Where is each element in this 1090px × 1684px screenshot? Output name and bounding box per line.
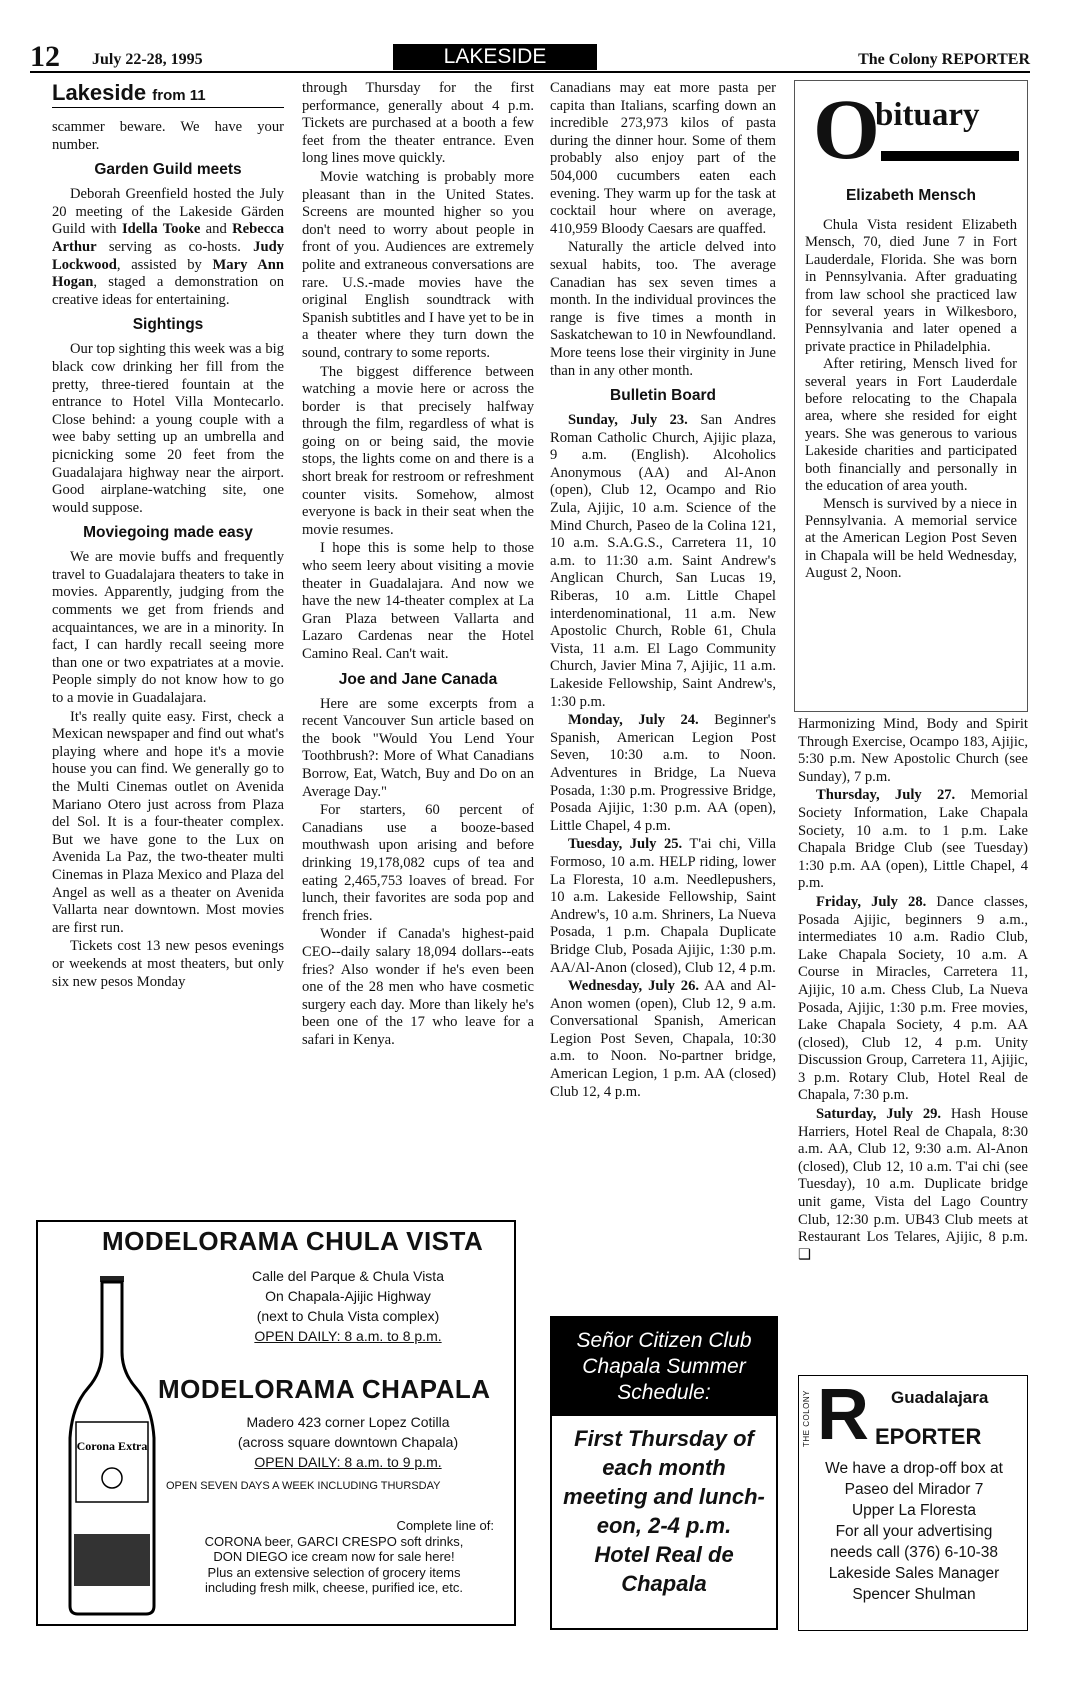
obituary-bar bbox=[881, 151, 1019, 161]
ad-body-line-5: including fresh milk, cheese, purified ice, etc. bbox=[205, 1580, 463, 1595]
ad-body-line-2: CORONA beer, GARCI CRESPO soft drinks, bbox=[204, 1533, 464, 1549]
obituary-text-2: After retiring, Mensch lived for several years in Fort Lauderdale before relocating to the Chapala area, where she resided for eight years. She was generous to various Lakeside charities and participated both financially and personally in the education of area youth. bbox=[805, 356, 1017, 495]
ad-title-chapala: MODELORAMA CHAPALA bbox=[158, 1374, 491, 1404]
ad-title-chula-vista: MODELORAMA CHULA VISTA bbox=[102, 1226, 484, 1256]
reporter-ad-text bbox=[805, 1458, 1023, 1605]
ad-cv-line-3: (next to Chula Vista complex) bbox=[256, 1308, 440, 1324]
bulletin-sunday: Sunday, July 23. San Andres Roman Catholic Church, Ajijic plaza, 9 a.m. (English). Alcoholics Anonymous (AA) and Al-Anon (open), Club 12, Ocampo and Rio Zula, Ajijic, 10 a.m. Science of the Mind Church, Paseo de la Colina 121, 10 a.m. S.A.G.S., Carretera 11, 10 a.m. to 11:30 a.m. Saint Andrew's Anglican Church, San Lucas 19, Riberas, 10 a.m. Little Chapel interdenominational, 11 a.m. New Apostolic Church, Roble 61, Chula Vista, 11 a.m. El Lago Community Church, Javier Mina 7, Ajijic, 11 a.m. Lakeside Fellowship, Saint Andrew's, 1:30 p.m. bbox=[550, 412, 776, 710]
movies-text-1: We are movie buffs and frequently travel to Guadalajara theaters to take in movies. Apparently, judging from the comments we get from friends and acquaintances, we are in a minority. In fact, I can hardly recall seeing more than one or two expatriates at a movie. People simply do not know how to go to a movie in Guadalajara. bbox=[52, 549, 284, 707]
reporter-ad bbox=[798, 1375, 1028, 1631]
ad-ch-hours: OPEN DAILY: 8 a.m. to 9 p.m. bbox=[254, 1454, 442, 1470]
masthead-rule bbox=[30, 71, 1030, 73]
ad-body bbox=[164, 1518, 504, 1596]
end-mark: ❑ bbox=[798, 1246, 812, 1263]
intro-text: scammer beware. We have your number. bbox=[52, 119, 284, 153]
ad-body-line-1: Complete line of: bbox=[396, 1518, 494, 1533]
heading-garden-guild: Garden Guild meets bbox=[94, 161, 242, 179]
reporter-line-5: needs call (376) 6-10-38 bbox=[829, 1544, 999, 1561]
senior-line-3: meeting and lunch- bbox=[563, 1484, 765, 1509]
reporter-line-7: Spencer Shulman bbox=[852, 1586, 976, 1603]
senior-title-line-2: Chapala Summer bbox=[582, 1355, 746, 1378]
ad-cv-hours: OPEN DAILY: 8 a.m. to 8 p.m. bbox=[254, 1328, 442, 1344]
reporter-line-2: Paseo del Mirador 7 bbox=[844, 1481, 984, 1498]
ad-ch-line-1: Madero 423 corner Lopez Cotilla bbox=[246, 1414, 450, 1430]
bulletin-wednesday: Wednesday, July 26. AA and Al-Anon women (open), Club 12, 9 a.m. Conversational Spanish, American Legion Post Seven, Chapala, 10:30 a.m. to Noon. No-partner bridge, American Legion, 1 p.m. AA (closed) Club 12, 4 p.m. bbox=[550, 978, 777, 1100]
publication-name: The Colony REPORTER bbox=[858, 51, 1030, 68]
column-lakeside bbox=[52, 80, 284, 992]
senior-line-6: Chapala bbox=[621, 1571, 707, 1596]
kicker-heading: Lakeside from 11 bbox=[52, 80, 284, 108]
bulletin-monday: Monday, July 24. Beginner's Spanish, American Legion Post Seven, 10:30 a.m. to Noon. Adventures in Bridge, La Nueva Posada, 1:30 p.m. Progressive Bridge, Posada Ajijic, 1:30 p.m. AA (open), Little Chapel, 4 p.m. bbox=[550, 712, 777, 834]
page-number: 12 bbox=[30, 40, 60, 73]
senior-line-1: First Thursday of bbox=[574, 1426, 754, 1451]
canada-text-5: Naturally the article delved into sexual habits, too. The average Canadian has sex seven times a month. In the individual provinces the range is five times a month in Saskatchewan to 10 in Newfoundland. More teens lose their virginity in June than in any other month. bbox=[550, 239, 776, 379]
canada-text-4: Canadians may eat more pasta per capita than Italians, scarfing down an incredible 273,973 kilos of pasta during the dinner hour. Some of them probably also enjoy part of the 504,000 cucumbers eaten each evening. They warm up for the task at cocktail hour where on average, 410,959 Bloody Caesars are quaffed. bbox=[550, 80, 776, 237]
canada-text-2: For starters, 60 percent of Canadians use a booze-based mouthwash upon arising and before drinking 19,178,082 cups of tea and eating 2,465,753 loaves of bread. For lunch, their favorites are soda pop and french fries. bbox=[302, 802, 534, 924]
movies-text-6: The biggest difference between watching a movie here or across the border is that precisely halfway through the film, regardless of what is going on or being said, the movie stops, the lights come on and there is a short break for restroom or refreshment counter visits. Somehow, almost everyone is back in their seat when the movie resumes. bbox=[302, 363, 534, 538]
sightings-text: Our top sighting this week was a big black cow drinking her fill from the pretty, three-tiered fountain at the entrance to Hotel Villa Montecarlo. Close behind: a young couple with a wee baby setting up an umbrella and picnicking some 20 feet from the Guadalajara highway near the airport. Good airplane-watching site, one would suppose. bbox=[52, 341, 284, 516]
movies-text-4: through Thursday for the first performance, generally about 4 p.m. Tickets are purchased at a booth a few feet from the theater entrance. Even long lines move quickly. bbox=[302, 80, 534, 167]
corona-bottle-image bbox=[60, 1272, 164, 1622]
ad-cv-line-2: On Chapala-Ajijic Highway bbox=[265, 1288, 431, 1304]
column-bulletin bbox=[550, 80, 776, 1102]
column-bulletin-continued bbox=[798, 716, 1028, 1265]
ad-body-line-3: DON DIEGO ice cream now for sale here! bbox=[213, 1549, 455, 1564]
heading-joe-jane-canada: Joe and Jane Canada bbox=[338, 670, 498, 688]
reporter-name: EPORTER bbox=[875, 1424, 982, 1449]
bulletin-thursday: Thursday, July 27. Memorial Society Information, Lake Chapala Society, 10 a.m. to 1 p.m. Lake Chapala Bridge Club (see Tuesday) 1:30 p.m. AA (open), Little Chapel, 4 p.m. bbox=[798, 787, 1029, 892]
heading-bulletin-board: Bulletin Board bbox=[610, 387, 716, 405]
obituary-text-3: Mensch is survived by a niece in Pennsylvania. A memorial service at the American Legion Post Seven in Chapala will be held Wednesday, August 2, Noon. bbox=[805, 495, 1017, 582]
movies-text-3: Tickets cost 13 new pesos evenings or weekends at most theaters, but only six new pesos Monday bbox=[52, 938, 284, 990]
obituary-text-1: Chula Vista resident Elizabeth Mensch, 70, died June 7 in Fort Lauderdale, Florida. She was born in Pennsylvania. After graduating from law school she practiced law for several years in Wilkesboro, Pennsylvania and later opened a private practice in Philadelphia. bbox=[805, 217, 1017, 355]
senior-line-5: Hotel Real de bbox=[594, 1542, 734, 1567]
ad-body-line-4: Plus an extensive selection of grocery items bbox=[207, 1564, 461, 1580]
movies-text-5: Movie watching is probably more pleasant than in the United States. Screens are mounted higher so you don't need to worry about people in front of you. Audiences are extremely polite and extraneous conversations are rare. U.S.-made movies have the original English soundtrack with Spanish subtitles and I have yet to be in a theater where they turn down the sound, contrary to some reports. bbox=[302, 168, 534, 361]
reporter-colony-label: THE COLONY bbox=[802, 1390, 811, 1448]
section-label: LAKESIDE bbox=[393, 44, 597, 70]
senior-title-line-3: Schedule: bbox=[617, 1381, 711, 1404]
obituary-word: bituary bbox=[875, 97, 980, 133]
obituary-heading bbox=[805, 81, 1017, 187]
obituary-initial: O bbox=[813, 81, 880, 177]
canada-text-1: Here are some excerpts from a recent Vancouver Sun article based on the book "Would You Lend Your Toothbrush?: More of What Canadians Borrow, Eat, Watch, Buy and Do on an Average Day." bbox=[302, 695, 534, 800]
obituary-box bbox=[794, 80, 1028, 712]
column-movies-continued bbox=[302, 80, 534, 1050]
ad-ch-days: OPEN SEVEN DAYS A WEEK INCLUDING THURSDAY bbox=[166, 1480, 441, 1492]
bulletin-continued: Harmonizing Mind, Body and Spirit Through Exercise, Ocampo 183, Ajijic, 5:30 p.m. New Apostolic Church (see Sunday), 7 p.m. bbox=[798, 716, 1028, 785]
senior-title bbox=[552, 1318, 776, 1416]
ad-cv-line-1: Calle del Parque & Chula Vista bbox=[252, 1268, 444, 1284]
movies-text-7: I hope this is some help to those who seem leery about visiting a movie theater in Guadalajara. And now we have the new 14-theater complex at La Gran Plaza between Vallarta and Lazaro Cardenas near the Hotel Camino Real. Can't wait. bbox=[302, 540, 534, 662]
senior-title-line-1: Señor Citizen Club bbox=[576, 1329, 752, 1352]
reporter-line-1: We have a drop-off box at bbox=[825, 1460, 1003, 1477]
reporter-line-4: For all your advertising bbox=[835, 1523, 993, 1540]
modelorama-ad bbox=[36, 1220, 516, 1626]
reporter-guadalajara: Guadalajara bbox=[891, 1388, 989, 1407]
senior-citizen-box bbox=[550, 1316, 778, 1630]
masthead bbox=[30, 40, 1030, 73]
senior-line-2: each month bbox=[602, 1455, 726, 1480]
reporter-line-3: Upper La Floresta bbox=[851, 1502, 977, 1519]
heading-sightings: Sightings bbox=[132, 316, 204, 334]
bulletin-friday: Friday, July 28. Dance classes, Posada Ajijic, beginners 9 a.m., intermediates 10 a.m. Radio Club, Lake Chapala Society, 10 a.m. A Course in Miracles, Carretera 11, Ajijic, 10 a.m. Chess Club, La Nueva Posada, Ajijic, 1:30 p.m. Free movies, Lake Chapala Society, 4 p.m. AA (closed), Club 12, 4 p.m. Unity Discussion Group, Carretera 11, Ajijic, 3 p.m. Rotary Club, Hotel Real de Chapala, 7:30 p.m. bbox=[798, 893, 1028, 1104]
issue-date: July 22-28, 1995 bbox=[92, 51, 203, 68]
bottle-label: Corona Extra bbox=[76, 1439, 148, 1453]
bulletin-tuesday: Tuesday, July 25. T'ai chi, Villa Formoso, 10 a.m. HELP riding, lower La Floresta, 10 a.m. Needlepushers, 10 a.m. Lakeside Fellowship, Saint Andrew's, 10 a.m. Shriners, La Nueva Posada, 1 p.m. Chapala Duplicate Bridge Club, Posada Ajijic, 1:30 p.m. AA/Al-Anon (closed), Club 12, 4 p.m. bbox=[550, 836, 776, 976]
obituary-name: Elizabeth Mensch bbox=[845, 187, 977, 204]
movies-text-2: It's really quite easy. First, check a Mexican newspaper and find out what's playing where and hope it's a movie house you can find. We generally go to the Multi Cinemas outlet on Avenida Mariano Otero just across from Plaza del Sol. It is a four-theater complex. But we have gone to the Lux on Avenida La Paz, the two-theater multi Cinemas in Plaza Mexico and Plaza del Angel as well as a theater on Avenida Vallarta near downtown. Most movies are first run. bbox=[52, 708, 284, 936]
bulletin-saturday: Saturday, July 29. Hash House Harriers, Hotel Real de Chapala, 8:30 a.m. AA, Club 12, 9:30 a.m. Al-Anon (closed), Club 12, 10 a.m. T'ai chi (see Tuesday), 10 a.m. Duplicate bridge unit game, Vista del Lago Country Club, 12:30 p.m. UB43 Club meets at Restaurant Los Telares, Ajijic, 8 p.m. ❑ bbox=[798, 1106, 1028, 1263]
senior-body bbox=[552, 1416, 776, 1606]
heading-moviegoing: Moviegoing made easy bbox=[83, 524, 253, 542]
canada-text-3: Wonder if Canada's highest-paid CEO--daily salary 18,094 dollars--eats fries? Also wonder if he's even been one of the 28 men who have cosmetic surgery each day. More than likely he's been one of the 17 who leave for a safari in Kenya. bbox=[302, 926, 534, 1048]
reporter-line-6: Lakeside Sales Manager bbox=[828, 1565, 1000, 1582]
senior-line-4: eon, 2-4 p.m. bbox=[596, 1513, 732, 1538]
garden-guild-text: Deborah Greenfield hosted the July 20 meeting of the Lakeside Gärden Guild with Idella Tooke and Rebecca Arthur serving as co-hosts. Judy Lockwood, assisted by Mary Ann Hogan, staged a demonstration on creative ideas for entertaining. bbox=[52, 186, 284, 308]
ad-ch-line-2: (across square downtown Chapala) bbox=[237, 1434, 459, 1450]
reporter-big-r: R bbox=[817, 1375, 869, 1455]
